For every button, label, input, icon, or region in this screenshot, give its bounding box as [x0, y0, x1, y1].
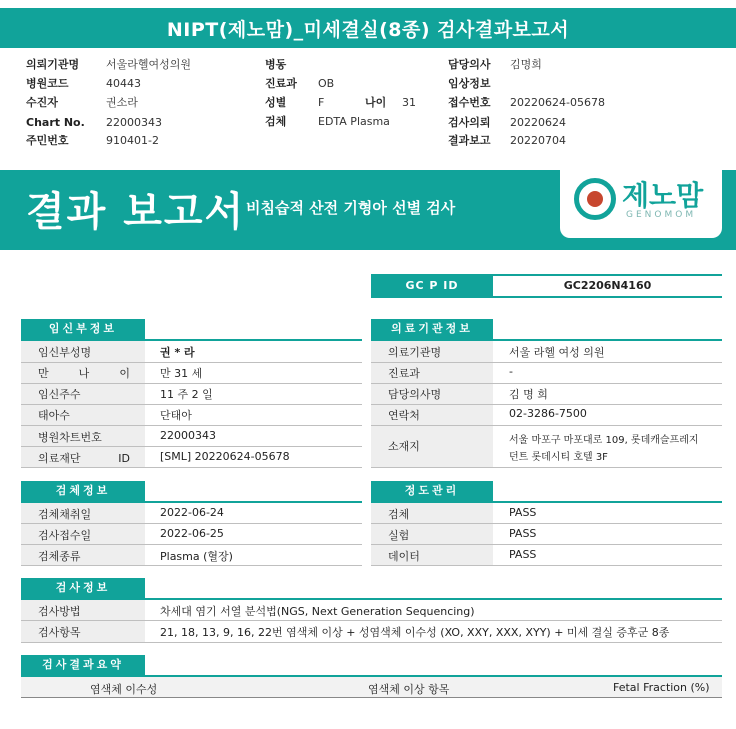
summary-col-aneuploidy: 염색체 이수성 [90, 683, 158, 696]
row-divider [371, 467, 722, 468]
header-label: 병원코드 [26, 77, 69, 90]
clinic-section-heading: 의료기관정보 [371, 319, 493, 339]
row-divider [21, 620, 722, 621]
qc-specimen-value: PASS [509, 506, 537, 519]
header-label: 진료과 [265, 77, 297, 90]
header-value: 20220624-05678 [510, 96, 605, 109]
gcpid-value: GC2206N4160 [563, 279, 652, 292]
gcpid-bottom-line [371, 296, 722, 298]
foundation-id-label: 의료재단 ID [38, 452, 130, 465]
header-value: 20220704 [510, 134, 566, 147]
contact-value: 02-3286-7500 [509, 407, 587, 420]
logo-english: GENOMOM [626, 210, 697, 220]
header-label: 접수번호 [448, 96, 491, 109]
row-divider [371, 523, 722, 524]
genomom-logo [560, 170, 722, 238]
header-value: 김명희 [510, 58, 542, 71]
header-label: Chart No. [26, 116, 85, 129]
row-divider [21, 642, 722, 643]
header-label: 주민번호 [26, 134, 69, 147]
header-value: OB [318, 77, 335, 90]
row-divider [371, 544, 722, 545]
qc-specimen-label: 검체 [388, 508, 410, 521]
row-divider [21, 362, 362, 363]
address-label: 소재지 [388, 440, 420, 453]
pregnant-name-value: 권 * 라 [160, 346, 195, 359]
header-label: 담당의사 [448, 58, 491, 71]
header-label: 의뢰기관명 [26, 58, 80, 71]
fetus-count-value: 단태아 [160, 409, 192, 422]
summary-section-heading: 검사결과요약 [21, 655, 145, 675]
header-label: 수진자 [26, 96, 58, 109]
row-divider [21, 383, 362, 384]
header-label: 검체 [265, 115, 287, 128]
qc-experiment-label: 실험 [388, 529, 410, 542]
row-divider [21, 544, 362, 545]
row-divider [21, 404, 362, 405]
test-section-heading: 검사정보 [21, 578, 145, 598]
qc-data-value: PASS [509, 548, 537, 561]
specimen-section-heading: 검체정보 [21, 481, 145, 501]
row-divider [21, 446, 362, 447]
address-value-line1: 서울 마포구 마포대로 109, 롯데캐슬프레지 [509, 435, 699, 446]
banner-subtitle: 비침습적 산전 기형아 선별 검사 [246, 199, 456, 217]
gcpid-label: GC P ID [371, 276, 493, 296]
test-items-label: 검사항목 [38, 626, 81, 639]
chart-no-value: 22000343 [160, 429, 216, 442]
row-divider [371, 383, 722, 384]
address-value-line2: 던트 롯데시티 호텔 3F [509, 452, 608, 463]
qc-data-label: 데이터 [388, 550, 420, 563]
contact-label: 연락처 [388, 409, 420, 422]
header-value: F [318, 96, 325, 109]
summary-col-fetal-fraction: Fetal Fraction (%) [613, 681, 710, 694]
header-value: EDTA Plasma [318, 115, 390, 128]
row-divider [371, 362, 722, 363]
summary-col-abnormal-items: 염색체 이상 항목 [368, 683, 450, 696]
header-label: 나이 [365, 96, 387, 109]
collection-date-label: 검체채취일 [38, 508, 92, 521]
header-value: 910401-2 [106, 134, 159, 147]
foundation-id-value: [SML] 20220624-05678 [160, 450, 290, 463]
row-divider [21, 467, 362, 468]
row-divider [21, 523, 362, 524]
collection-date-value: 2022-06-24 [160, 506, 224, 519]
row-divider [371, 404, 722, 405]
specimen-type-value: Plasma (혈장) [160, 550, 233, 563]
gestation-label: 임신주수 [38, 388, 81, 401]
header-label: 결과보고 [448, 134, 491, 147]
row-divider [371, 425, 722, 426]
receipt-date-value: 2022-06-25 [160, 527, 224, 540]
doctor-value: 김 명 희 [509, 388, 548, 401]
test-method-label: 검사방법 [38, 605, 81, 618]
gestation-value: 11 주 2 일 [160, 388, 213, 401]
chart-no-label: 병원차트번호 [38, 431, 102, 444]
row-divider [371, 565, 722, 566]
genomom-logo-icon [574, 178, 616, 220]
header-label: 성별 [265, 96, 287, 109]
pregnant-section-heading: 임신부정보 [21, 319, 145, 339]
department-label: 진료과 [388, 367, 420, 380]
clinic-name-label: 의료기관명 [388, 346, 442, 359]
pregnant-name-label: 임신부성명 [38, 346, 92, 359]
test-method-value: 차세대 염기 서열 분석법(NGS, Next Generation Sequencing) [160, 605, 475, 618]
row-divider [21, 565, 362, 566]
test-items-value: 21, 18, 13, 9, 16, 22번 염색체 이상 + 성염색체 이수성 (XO, XXY, XXX, XYY) + 미세 결실 증후군 8종 [160, 626, 670, 639]
specimen-type-label: 검체종류 [38, 550, 81, 563]
clinic-name-value: 서울 라헬 여성 의원 [509, 346, 605, 359]
doctor-label: 담당의사명 [388, 388, 442, 401]
row-divider [21, 425, 362, 426]
header-value: 31 [402, 96, 416, 109]
header-value: 40443 [106, 77, 141, 90]
header-info [0, 55, 736, 155]
age-value: 만 31 세 [160, 367, 203, 380]
logo-name: 제노맘 [622, 179, 704, 212]
qc-section-heading: 정도관리 [371, 481, 493, 501]
header-label: 병동 [265, 58, 287, 71]
header-value: 20220624 [510, 116, 566, 129]
fetus-count-label: 태아수 [38, 409, 70, 422]
header-label: 검사의뢰 [448, 116, 491, 129]
banner-title: 결과 보고서 [26, 189, 246, 235]
row-divider [21, 697, 722, 698]
header-value: 22000343 [106, 116, 162, 129]
report-banner [0, 170, 736, 250]
receipt-date-label: 검사접수일 [38, 529, 92, 542]
report-title: NIPT(제노맘)_미세결실(8종) 검사결과보고서 [0, 8, 736, 48]
header-value: 서울라헬여성의원 [106, 58, 192, 71]
header-value: 권소라 [106, 96, 138, 109]
header-label: 임상정보 [448, 77, 491, 90]
age-label: 만 나 이 [38, 367, 130, 380]
qc-experiment-value: PASS [509, 527, 537, 540]
department-value: - [509, 365, 513, 378]
